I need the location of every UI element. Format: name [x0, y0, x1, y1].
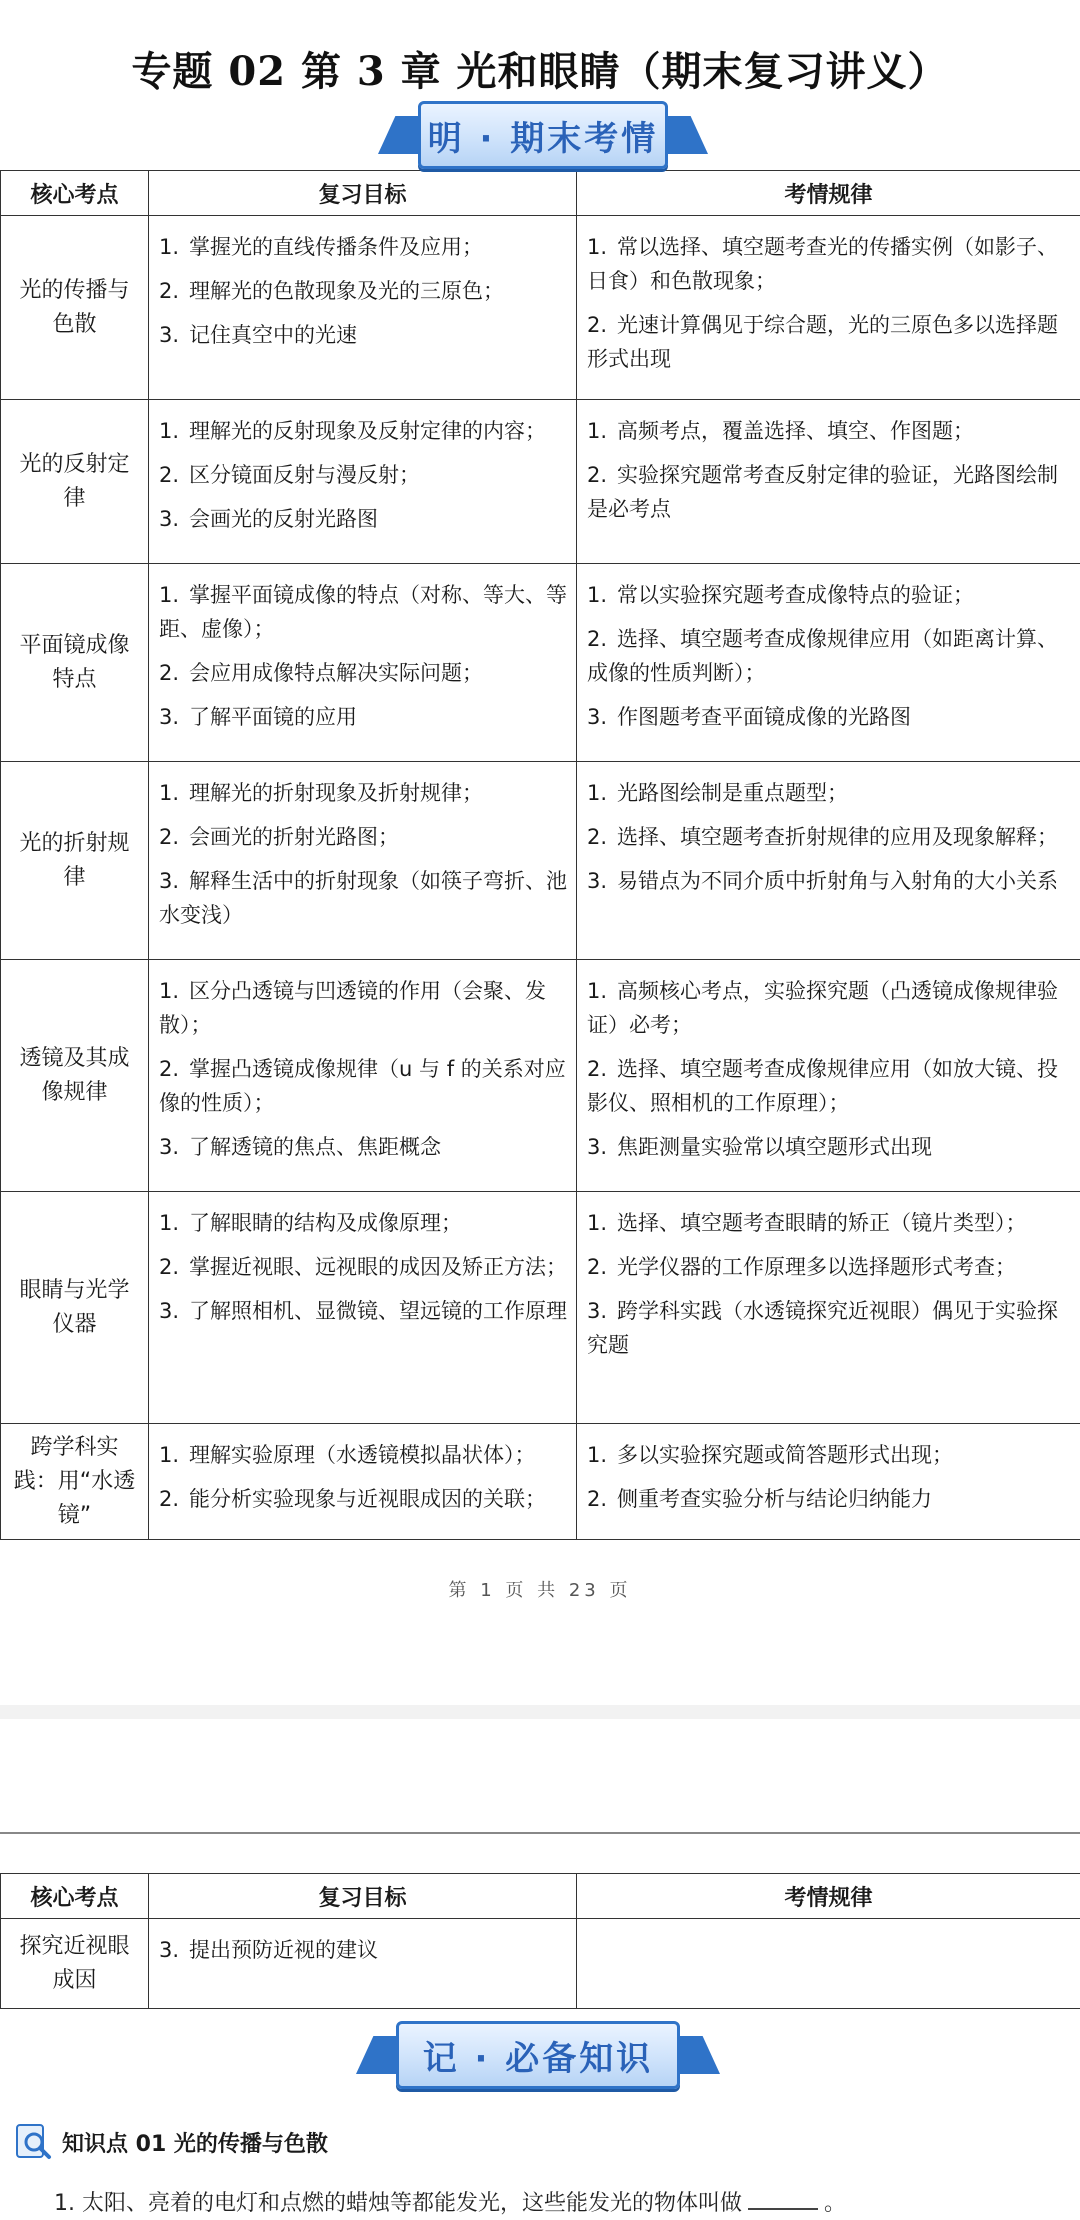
item-number: 1. [587, 419, 608, 443]
list-item [159, 1438, 568, 1472]
item-text: 区分凸透镜与凹透镜的作用（会聚、发散）； [159, 979, 547, 1037]
review-goals-cell [149, 1919, 577, 2009]
item-text: 选择、填空题考查成像规律应用（如放大镜、投影仪、照相机的工作原理）； [587, 1057, 1059, 1115]
list-item [159, 656, 568, 690]
item-number: 1. [587, 235, 608, 259]
core-topic-cell: 光的传播与色散 [1, 216, 149, 400]
list-item [159, 864, 568, 932]
item-number: 2. [587, 627, 608, 651]
core-topic-cell: 透镜及其成像规律 [1, 960, 149, 1192]
item-text: 能分析实验现象与近视眼成因的关联； [189, 1487, 547, 1511]
item-number: 1. [54, 2191, 75, 2216]
review-goals-cell [149, 216, 577, 400]
list-item [159, 318, 568, 352]
banner-label: 明 · 期末考情 [418, 101, 668, 169]
list-item [159, 1482, 568, 1516]
item-text: 选择、填空题考查成像规律应用（如距离计算、成像的性质判断）； [587, 627, 1059, 685]
item-text: 选择、填空题考查折射规律的应用及现象解释； [617, 825, 1059, 849]
item-text: 跨学科实践（水透镜探究近视眼）偶见于实验探究题 [587, 1299, 1059, 1357]
item-number: 2. [159, 463, 180, 487]
header-core-topic: 核心考点 [1, 1874, 149, 1919]
item-text: 记住真空中的光速 [189, 323, 358, 347]
item-text: 会应用成像特点解决实际问题； [189, 661, 484, 685]
list-item [587, 622, 1072, 690]
item-number: 1. [587, 1443, 608, 1467]
item-text: 作图题考查平面镜成像的光路图 [617, 705, 912, 729]
item-number: 2. [587, 463, 608, 487]
item-text: 理解光的折射现象及折射规律； [189, 781, 484, 805]
item-text: 光学仪器的工作原理多以选择题形式考查； [617, 1255, 1017, 1279]
list-item [159, 502, 568, 536]
item-text: 区分镜面反射与漫反射； [189, 463, 421, 487]
list-item [587, 1482, 1072, 1516]
table-row [1, 216, 1080, 400]
item-number: 1. [159, 1211, 180, 1235]
item-number: 3. [587, 1135, 608, 1159]
item-number: 3. [587, 869, 608, 893]
exam-patterns-cell [577, 762, 1080, 960]
core-topic-cell: 眼睛与光学仪器 [1, 1192, 149, 1424]
header-review-goals: 复习目标 [149, 171, 577, 216]
item-text: 理解实验原理（水透镜模拟晶状体）； [189, 1443, 536, 1467]
item-number: 2. [159, 1255, 180, 1279]
exam-overview-table [0, 170, 1080, 1540]
list-item [159, 820, 568, 854]
item-number: 3. [159, 869, 180, 893]
item-number: 3. [587, 1299, 608, 1323]
item-text: 光路图绘制是重点题型； [617, 781, 849, 805]
item-number: 3. [159, 1135, 180, 1159]
body-tail: 。 [824, 2191, 847, 2216]
list-item [159, 776, 568, 810]
list-item [587, 700, 1072, 734]
list-item [159, 1130, 568, 1164]
item-number: 2. [159, 661, 180, 685]
item-number: 1. [587, 1211, 608, 1235]
exam-patterns-cell [577, 216, 1080, 400]
table-row [1, 1424, 1080, 1540]
item-text: 了解透镜的焦点、焦距概念 [189, 1135, 442, 1159]
item-text: 理解光的反射现象及反射定律的内容； [189, 419, 547, 443]
list-item [159, 414, 568, 448]
item-number: 2. [587, 1057, 608, 1081]
table-row [1, 564, 1080, 762]
item-number: 1. [159, 235, 180, 259]
list-item [587, 1294, 1072, 1362]
list-item [159, 974, 568, 1042]
header-rule [0, 1832, 1080, 1834]
item-number: 2. [587, 825, 608, 849]
item-text: 了解眼睛的结构及成像原理； [189, 1211, 463, 1235]
item-number: 2. [159, 825, 180, 849]
item-number: 2. [587, 1255, 608, 1279]
header-core-topic: 核心考点 [1, 171, 149, 216]
list-item [159, 1206, 568, 1240]
list-item [587, 974, 1072, 1042]
list-item [587, 1206, 1072, 1240]
list-item [159, 1052, 568, 1120]
core-topic-cell: 跨学科实践：用“水透镜” [1, 1424, 149, 1540]
page-number: 第 1 页 共 23 页 [448, 1580, 632, 1601]
list-item [587, 414, 1072, 448]
item-number: 1. [587, 583, 608, 607]
page-title: 专题 02 第 3 章 光和眼睛（期末复习讲义） [131, 48, 949, 95]
list-item [587, 820, 1072, 854]
table-row [1, 400, 1080, 564]
review-goals-cell [149, 400, 577, 564]
item-text: 掌握近视眼、远视眼的成因及矫正方法； [189, 1255, 568, 1279]
page-separator [0, 1705, 1080, 1719]
item-text: 掌握平面镜成像的特点（对称、等大、等距、虚像）； [159, 583, 568, 641]
item-text: 会画光的反射光路图 [189, 507, 379, 531]
review-goals-cell [149, 1424, 577, 1540]
item-text: 掌握光的直线传播条件及应用； [189, 235, 484, 259]
item-text: 常以实验探究题考查成像特点的验证； [617, 583, 975, 607]
item-number: 3. [159, 323, 180, 347]
banner-label: 记 · 必备知识 [396, 2021, 680, 2089]
item-number: 1. [159, 979, 180, 1003]
header-review-goals: 复习目标 [149, 1874, 577, 1919]
item-text: 常以选择、填空题考查光的传播实例（如影子、日食）和色散现象； [587, 235, 1059, 293]
table-row [1, 1919, 1080, 2009]
list-item [587, 230, 1072, 298]
item-number: 1. [159, 583, 180, 607]
item-text: 侧重考查实验分析与结论归纳能力 [617, 1487, 933, 1511]
core-topic-cell: 探究近视眼成因 [1, 1919, 149, 2009]
list-item [587, 1130, 1072, 1164]
item-text: 了解平面镜的应用 [189, 705, 358, 729]
exam-patterns-cell [577, 400, 1080, 564]
item-number: 3. [159, 1938, 180, 1962]
review-goals-cell [149, 1192, 577, 1424]
exam-patterns-cell [577, 564, 1080, 762]
list-item [159, 700, 568, 734]
exam-patterns-cell [577, 1424, 1080, 1540]
item-number: 3. [159, 1299, 180, 1323]
list-item [587, 308, 1072, 376]
list-item [587, 1250, 1072, 1284]
item-text: 多以实验探究题或简答题形式出现； [617, 1443, 954, 1467]
item-number: 3. [159, 705, 180, 729]
item-number: 2. [587, 313, 608, 337]
list-item [159, 458, 568, 492]
exam-patterns-cell [577, 1919, 1080, 2009]
item-number: 1. [159, 1443, 180, 1467]
item-text: 会画光的折射光路图； [189, 825, 400, 849]
item-text: 掌握凸透镜成像规律（u 与 f 的关系对应像的性质）； [159, 1057, 566, 1115]
body-text: 太阳、亮着的电灯和点燃的蜡烛等都能发光，这些能发光的物体叫做 [82, 2191, 743, 2216]
item-text: 光速计算偶见于综合题，光的三原色多以选择题形式出现 [587, 313, 1059, 371]
header-exam-patterns: 考情规律 [577, 171, 1080, 216]
exam-patterns-cell [577, 1192, 1080, 1424]
section-banner-knowledge [356, 2024, 720, 2086]
item-text: 高频考点，覆盖选择、填空、作图题； [617, 419, 975, 443]
item-text: 焦距测量实验常以填空题形式出现 [617, 1135, 933, 1159]
fill-in-blank[interactable] [748, 2190, 818, 2210]
item-number: 3. [159, 507, 180, 531]
review-goals-cell [149, 762, 577, 960]
item-text: 了解照相机、显微镜、望远镜的工作原理 [189, 1299, 568, 1323]
item-text: 易错点为不同介质中折射角与入射角的大小关系 [617, 869, 1059, 893]
list-item [587, 1052, 1072, 1120]
item-text: 解释生活中的折射现象（如筷子弯折、池水变浅） [159, 869, 568, 927]
knowledge-point-title: 知识点 01 光的传播与色散 [62, 2131, 328, 2157]
section-banner-exam [378, 104, 708, 166]
item-text: 选择、填空题考查眼睛的矫正（镜片类型）； [617, 1211, 1027, 1235]
list-item [587, 864, 1072, 898]
item-number: 2. [587, 1487, 608, 1511]
table-row [1, 960, 1080, 1192]
item-text: 实验探究题常考查反射定律的验证，光路图绘制是必考点 [587, 463, 1059, 521]
item-text: 理解光的色散现象及光的三原色； [189, 279, 505, 303]
item-number: 1. [587, 781, 608, 805]
item-number: 1. [159, 781, 180, 805]
core-topic-cell: 平面镜成像特点 [1, 564, 149, 762]
header-exam-patterns: 考情规律 [577, 1874, 1080, 1919]
table-row [1, 762, 1080, 960]
list-item [587, 1438, 1072, 1472]
item-number: 3. [587, 705, 608, 729]
list-item [587, 458, 1072, 526]
magnifier-icon [14, 2122, 54, 2162]
review-goals-cell [149, 960, 577, 1192]
knowledge-body-line [54, 2186, 846, 2217]
item-number: 2. [159, 1057, 180, 1081]
list-item [587, 776, 1072, 810]
exam-overview-table-continued [0, 1873, 1080, 2009]
item-number: 1. [159, 419, 180, 443]
list-item [159, 274, 568, 308]
list-item [159, 1250, 568, 1284]
list-item [159, 578, 568, 646]
core-topic-cell: 光的反射定律 [1, 400, 149, 564]
item-text: 提出预防近视的建议 [189, 1938, 379, 1962]
list-item [587, 578, 1072, 612]
item-number: 2. [159, 279, 180, 303]
review-goals-cell [149, 564, 577, 762]
item-number: 2. [159, 1487, 180, 1511]
item-text: 高频核心考点，实验探究题（凸透镜成像规律验证）必考； [587, 979, 1059, 1037]
list-item [159, 1933, 568, 1967]
exam-patterns-cell [577, 960, 1080, 1192]
table-row [1, 1192, 1080, 1424]
list-item [159, 1294, 568, 1328]
list-item [159, 230, 568, 264]
item-number: 1. [587, 979, 608, 1003]
knowledge-point-heading [14, 2122, 328, 2162]
core-topic-cell: 光的折射规律 [1, 762, 149, 960]
